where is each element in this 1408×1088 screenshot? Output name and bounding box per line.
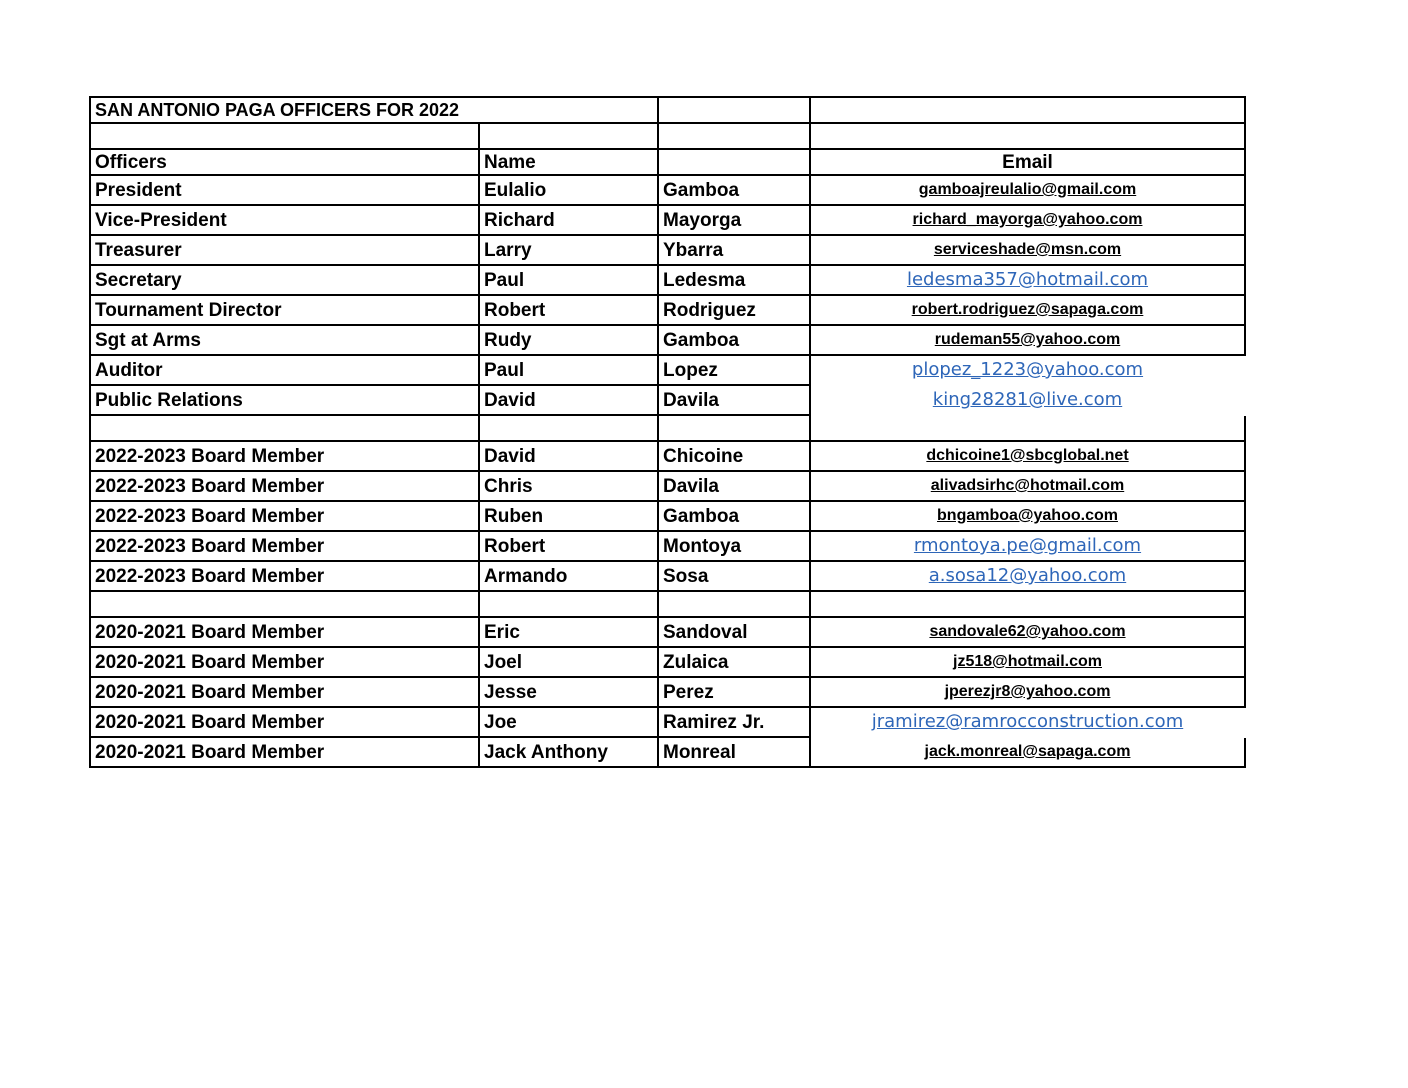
first-name-cell: Paul <box>479 355 658 385</box>
role-cell: Auditor <box>90 355 479 385</box>
role-cell: Secretary <box>90 265 479 295</box>
role-cell: Vice-President <box>90 205 479 235</box>
role-cell: 2020-2021 Board Member <box>90 707 479 737</box>
email-link[interactable]: serviceshade@msn.com <box>933 241 1122 258</box>
header-officers: Officers <box>90 149 479 175</box>
email-cell <box>810 647 1245 677</box>
email-link[interactable]: sandovale62@yahoo.com <box>929 623 1126 640</box>
empty-cell <box>479 123 658 149</box>
email-link[interactable]: robert.rodriguez@sapaga.com <box>911 301 1144 318</box>
last-name-cell: Ramirez Jr. <box>658 707 810 737</box>
empty-cell <box>479 415 658 441</box>
email-cell <box>810 235 1245 265</box>
last-name-cell: Sandoval <box>658 617 810 647</box>
email-cell <box>810 707 1245 737</box>
first-name-cell: Jack Anthony <box>479 737 658 767</box>
sheet-title: SAN ANTONIO PAGA OFFICERS FOR 2022 <box>90 97 658 123</box>
role-cell: President <box>90 175 479 205</box>
email-cell <box>810 677 1245 707</box>
last-name-cell: Rodriguez <box>658 295 810 325</box>
first-name-cell: Ruben <box>479 501 658 531</box>
last-name-cell: Chicoine <box>658 441 810 471</box>
email-cell <box>810 205 1245 235</box>
email-cell <box>810 175 1245 205</box>
first-name-cell: Paul <box>479 265 658 295</box>
last-name-cell: Monreal <box>658 737 810 767</box>
email-link[interactable]: rudeman55@yahoo.com <box>934 331 1121 348</box>
email-cell <box>810 531 1245 561</box>
email-link[interactable]: ledesma357@hotmail.com <box>906 269 1149 290</box>
email-cell <box>810 501 1245 531</box>
last-name-cell: Ledesma <box>658 265 810 295</box>
blank-row <box>90 123 1245 149</box>
last-name-cell: Gamboa <box>658 175 810 205</box>
email-link[interactable]: richard_mayorga@yahoo.com <box>912 211 1143 228</box>
role-cell: 2020-2021 Board Member <box>90 677 479 707</box>
table-row <box>90 205 1245 235</box>
email-cell <box>810 265 1245 295</box>
table-row <box>90 385 1245 415</box>
table-row <box>90 325 1245 355</box>
table-row <box>90 441 1245 471</box>
role-cell: 2022-2023 Board Member <box>90 561 479 591</box>
empty-cell <box>658 149 810 175</box>
first-name-cell: Joe <box>479 707 658 737</box>
last-name-cell: Lopez <box>658 355 810 385</box>
role-cell: 2022-2023 Board Member <box>90 501 479 531</box>
empty-cell <box>658 97 810 123</box>
role-cell: 2020-2021 Board Member <box>90 617 479 647</box>
last-name-cell: Sosa <box>658 561 810 591</box>
role-cell: 2022-2023 Board Member <box>90 471 479 501</box>
first-name-cell: David <box>479 441 658 471</box>
empty-cell <box>479 591 658 617</box>
empty-cell <box>90 123 479 149</box>
email-link[interactable]: plopez_1223@yahoo.com <box>911 359 1144 380</box>
last-name-cell: Zulaica <box>658 647 810 677</box>
blank-row <box>90 591 1245 617</box>
email-link[interactable]: jack.monreal@sapaga.com <box>924 743 1131 760</box>
last-name-cell: Mayorga <box>658 205 810 235</box>
first-name-cell: Eric <box>479 617 658 647</box>
table-row <box>90 617 1245 647</box>
email-link[interactable]: bngamboa@yahoo.com <box>937 507 1118 524</box>
empty-cell <box>810 123 1245 149</box>
header-name: Name <box>479 149 658 175</box>
email-cell <box>810 355 1245 385</box>
header-row <box>90 149 1245 175</box>
email-cell <box>810 295 1245 325</box>
email-cell <box>810 561 1245 591</box>
email-link[interactable]: king28281@live.com <box>932 389 1123 410</box>
table-row <box>90 295 1245 325</box>
email-cell <box>810 737 1245 767</box>
table-row <box>90 501 1245 531</box>
first-name-cell: Larry <box>479 235 658 265</box>
email-link[interactable]: dchicoine1@sbcglobal.net <box>926 447 1129 464</box>
email-link[interactable]: jz518@hotmail.com <box>953 653 1102 670</box>
table-row <box>90 707 1245 737</box>
email-link[interactable]: jramirez@ramrocconstruction.com <box>871 711 1184 732</box>
table-row <box>90 677 1245 707</box>
table-row <box>90 471 1245 501</box>
title-row <box>90 97 1245 123</box>
last-name-cell: Perez <box>658 677 810 707</box>
empty-cell <box>810 97 1245 123</box>
last-name-cell: Montoya <box>658 531 810 561</box>
first-name-cell: Robert <box>479 295 658 325</box>
table-row <box>90 647 1245 677</box>
empty-cell <box>90 415 479 441</box>
last-name-cell: Gamboa <box>658 325 810 355</box>
empty-cell <box>658 123 810 149</box>
empty-cell <box>90 591 479 617</box>
role-cell: Public Relations <box>90 385 479 415</box>
role-cell: 2020-2021 Board Member <box>90 647 479 677</box>
table-row <box>90 737 1245 767</box>
email-cell <box>810 441 1245 471</box>
last-name-cell: Davila <box>658 471 810 501</box>
last-name-cell: Gamboa <box>658 501 810 531</box>
table-row <box>90 175 1245 205</box>
role-cell: 2022-2023 Board Member <box>90 531 479 561</box>
role-cell: Treasurer <box>90 235 479 265</box>
first-name-cell: Armando <box>479 561 658 591</box>
table-row <box>90 235 1245 265</box>
first-name-cell: Joel <box>479 647 658 677</box>
empty-cell <box>810 415 1245 441</box>
role-cell: Tournament Director <box>90 295 479 325</box>
role-cell: 2020-2021 Board Member <box>90 737 479 767</box>
empty-cell <box>810 591 1245 617</box>
email-link[interactable]: rmontoya.pe@gmail.com <box>913 535 1142 556</box>
empty-cell <box>658 591 810 617</box>
first-name-cell: Richard <box>479 205 658 235</box>
table-row <box>90 561 1245 591</box>
role-cell: 2022-2023 Board Member <box>90 441 479 471</box>
email-cell <box>810 617 1245 647</box>
role-cell: Sgt at Arms <box>90 325 479 355</box>
first-name-cell: Robert <box>479 531 658 561</box>
table-row <box>90 531 1245 561</box>
empty-cell <box>658 415 810 441</box>
first-name-cell: Jesse <box>479 677 658 707</box>
first-name-cell: Chris <box>479 471 658 501</box>
first-name-cell: Rudy <box>479 325 658 355</box>
first-name-cell: Eulalio <box>479 175 658 205</box>
last-name-cell: Davila <box>658 385 810 415</box>
table-row <box>90 355 1245 385</box>
email-cell <box>810 471 1245 501</box>
email-cell <box>810 325 1245 355</box>
email-link[interactable]: alivadsirhc@hotmail.com <box>930 477 1125 494</box>
email-link[interactable]: gamboajreulalio@gmail.com <box>918 181 1137 198</box>
last-name-cell: Ybarra <box>658 235 810 265</box>
blank-row <box>90 415 1245 441</box>
email-cell <box>810 385 1245 415</box>
table-row <box>90 265 1245 295</box>
first-name-cell: David <box>479 385 658 415</box>
header-email: Email <box>810 149 1245 175</box>
officers-table <box>89 96 1246 768</box>
email-link[interactable]: jperezjr8@yahoo.com <box>944 683 1111 700</box>
email-link[interactable]: a.sosa12@yahoo.com <box>928 565 1127 586</box>
